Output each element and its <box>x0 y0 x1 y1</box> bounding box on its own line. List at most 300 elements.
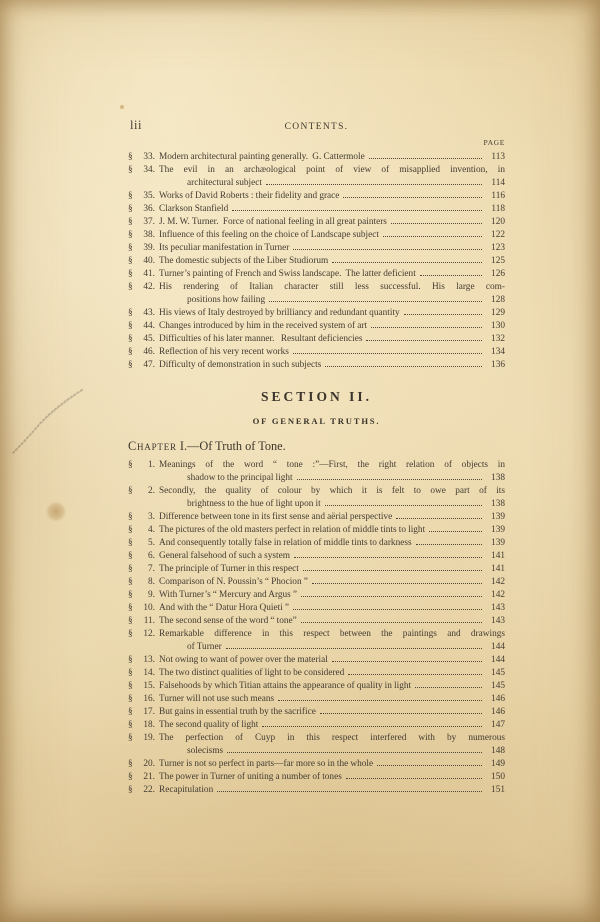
entry-text: But gains in essential truth by the sacrifice <box>159 707 316 717</box>
toc-entry-line <box>128 268 505 281</box>
section-mark: § <box>128 256 133 266</box>
section-num: 37. <box>143 217 155 227</box>
section-num: 43. <box>143 308 155 318</box>
toc-entry <box>128 242 505 255</box>
entry-text: And with the “ Datur Hora Quieti ” <box>159 603 290 613</box>
dot-leader <box>301 622 482 623</box>
section-number <box>128 268 155 281</box>
toc-entry <box>128 320 505 333</box>
toc-entry <box>128 346 505 359</box>
section-num: 40. <box>143 256 155 266</box>
dot-leader <box>369 158 482 159</box>
page-number: 126 <box>491 269 505 279</box>
section-mark: § <box>128 282 133 292</box>
section-num: 15. <box>143 681 155 691</box>
dot-leader <box>226 648 482 649</box>
dot-leader <box>227 752 482 753</box>
entry-text: solecisms <box>187 746 224 756</box>
section-number <box>128 524 155 537</box>
section-number <box>128 602 155 615</box>
entry-text: Modern architectural painting generally. G. Cattermole <box>159 152 365 162</box>
section-number <box>128 680 155 693</box>
toc-entry-line <box>128 164 505 177</box>
entry-text: His views of Italy destroyed by brilliancy and redundant quantity <box>159 308 400 318</box>
section-mark: § <box>128 668 133 678</box>
section-mark: § <box>128 681 133 691</box>
running-head: CONTENTS. <box>284 122 349 132</box>
toc-entry-line <box>128 320 505 333</box>
section-heading <box>128 388 505 426</box>
toc-entry <box>128 719 505 732</box>
toc-entry-line <box>128 771 505 784</box>
toc-entry-line <box>128 229 505 242</box>
entry-text: The perfection of Cuyp in this respect interfered with by numerous <box>159 733 505 743</box>
entry-text: The evil in an archæological point of view of misapplied invention, in <box>159 165 505 175</box>
toc-entry-line <box>128 190 505 203</box>
dot-leader <box>293 249 482 250</box>
dot-leader <box>396 518 482 519</box>
toc-entry <box>128 459 505 485</box>
entry-text: The domestic subjects of the Liber Studiorum <box>159 256 329 266</box>
page-number: 151 <box>491 785 505 795</box>
section-mark: § <box>128 217 133 227</box>
section-num: 14. <box>143 668 155 678</box>
section-num: 1. <box>148 460 155 470</box>
toc-entry-line <box>128 203 505 216</box>
dot-leader <box>303 570 482 571</box>
toc-entry-line <box>128 732 505 745</box>
toc-entry-line <box>128 615 505 628</box>
section-num: 7. <box>148 564 155 574</box>
section-number <box>128 706 155 719</box>
toc-entry-line <box>128 654 505 667</box>
toc-entry-line <box>128 255 505 268</box>
section-number <box>128 667 155 680</box>
section-number <box>128 255 155 268</box>
toc-entry-line <box>128 359 505 372</box>
entry-text: Reflection of his very recent works <box>159 347 289 357</box>
entry-text: Turner is not so perfect in parts—far more so in the whole <box>159 759 374 769</box>
toc-entry-line <box>128 242 505 255</box>
section-num: 41. <box>143 269 155 279</box>
section-mark: § <box>128 308 133 318</box>
page-number: 128 <box>491 295 505 305</box>
entry-text: Falsehoods by which Titian attains the appearance of quality in light <box>159 681 412 691</box>
page-number: 129 <box>491 308 505 318</box>
dot-leader <box>301 596 482 597</box>
dot-leader <box>293 353 482 354</box>
dot-leader <box>416 544 482 545</box>
section-number <box>128 758 155 771</box>
page-header <box>128 118 505 133</box>
entry-text: The two distinct qualities of light to be considered <box>159 668 345 678</box>
section-num: 10. <box>143 603 155 613</box>
section-mark: § <box>128 321 133 331</box>
section-number <box>128 485 155 498</box>
dot-leader <box>269 301 482 302</box>
section-mark: § <box>128 165 133 175</box>
section-mark: § <box>128 243 133 253</box>
section-mark: § <box>128 616 133 626</box>
section-mark: § <box>128 191 133 201</box>
entry-text: Its peculiar manifestation in Turner <box>159 243 290 253</box>
toc-entry-line <box>128 745 505 758</box>
section-number <box>128 164 155 177</box>
section-mark: § <box>128 551 133 561</box>
entry-text: Meanings of the word “ tone :”—First, the right relation of objects in <box>159 460 505 470</box>
toc-entry <box>128 706 505 719</box>
dot-leader <box>332 262 482 263</box>
toc-entry <box>128 255 505 268</box>
toc-entry-line <box>128 537 505 550</box>
page-number: 134 <box>491 347 505 357</box>
entry-text: Difference between tone in its first sense and aërial perspective <box>159 512 393 522</box>
dot-leader <box>366 340 482 341</box>
section-num: 38. <box>143 230 155 240</box>
section-number <box>128 576 155 589</box>
page-number: 146 <box>491 707 505 717</box>
section-mark: § <box>128 204 133 214</box>
section-number <box>128 359 155 372</box>
section-num: 44. <box>143 321 155 331</box>
page-number: 142 <box>491 577 505 587</box>
toc-entry <box>128 784 505 797</box>
dot-leader <box>312 583 482 584</box>
dot-leader <box>377 765 482 766</box>
section-num: 18. <box>143 720 155 730</box>
paper-speck <box>120 105 124 109</box>
section-title: SECTION II. <box>260 389 373 404</box>
dot-leader <box>420 275 482 276</box>
toc-entry <box>128 654 505 667</box>
section-number <box>128 628 155 641</box>
page-number: 139 <box>491 525 505 535</box>
section-mark: § <box>128 525 133 535</box>
entry-text: The principle of Turner in this respect <box>159 564 299 574</box>
entry-text: Remarkable difference in this respect between the paintings and drawings <box>159 629 505 639</box>
entry-text: Clarkson Stanfield <box>159 204 229 214</box>
section-num: 2. <box>148 486 155 496</box>
section-number <box>128 229 155 242</box>
section-num: 11. <box>143 616 155 626</box>
toc-entry <box>128 190 505 203</box>
page-number: 138 <box>491 473 505 483</box>
section-num: 33. <box>143 152 155 162</box>
section-mark: § <box>128 460 133 470</box>
page-number: 120 <box>491 217 505 227</box>
dot-leader <box>391 223 482 224</box>
toc-entry <box>128 511 505 524</box>
toc-entry-line <box>128 719 505 732</box>
section-num: 9. <box>148 590 155 600</box>
page-number: 139 <box>491 538 505 548</box>
section-subtitle: OF GENERAL TRUTHS. <box>252 416 381 426</box>
toc-entry <box>128 758 505 771</box>
toc-entry-line <box>128 628 505 641</box>
entry-text: General falsehood of such a system <box>159 551 290 561</box>
dot-leader <box>262 726 482 727</box>
page-number: 114 <box>491 178 505 188</box>
section-num: 8. <box>148 577 155 587</box>
section-number <box>128 307 155 320</box>
dot-leader <box>343 197 482 198</box>
page-number: 147 <box>491 720 505 730</box>
toc-entry <box>128 615 505 628</box>
page-number: 136 <box>491 360 505 370</box>
page-number: 139 <box>491 512 505 522</box>
entry-text: brightness to the hue of light upon it <box>187 499 321 509</box>
toc-entry-line <box>128 758 505 771</box>
entry-text: And consequently totally false in relation of middle tints to darkness <box>159 538 412 548</box>
toc-entry <box>128 164 505 190</box>
toc-entry <box>128 693 505 706</box>
toc-entry-line <box>128 281 505 294</box>
section-num: 19. <box>143 733 155 743</box>
section-mark: § <box>128 230 133 240</box>
toc-entry-line <box>128 333 505 346</box>
dot-leader <box>346 778 482 779</box>
entry-text: With Turner’s “ Mercury and Argus ” <box>159 590 298 600</box>
section-mark: § <box>128 759 133 769</box>
section-mark: § <box>128 694 133 704</box>
section-mark: § <box>128 772 133 782</box>
toc-entry <box>128 359 505 372</box>
toc-entry-line <box>128 307 505 320</box>
entry-text: The second sense of the word “ tone” <box>159 616 297 626</box>
toc-entry <box>128 203 505 216</box>
section-mark: § <box>128 577 133 587</box>
toc-entry <box>128 151 505 164</box>
chapter-label: Chapter <box>128 439 177 453</box>
page-number: 149 <box>491 759 505 769</box>
entry-text: Recapitulation <box>159 785 214 795</box>
entry-text: Changes introduced by him in the received system of art <box>159 321 368 331</box>
dot-leader <box>415 687 482 688</box>
toc-entry <box>128 771 505 784</box>
entry-text: Secondly, the quality of colour by which it is felt to owe part of its <box>159 486 505 496</box>
section-number <box>128 693 155 706</box>
page-number: 132 <box>491 334 505 344</box>
dot-leader <box>325 366 482 367</box>
contents-page <box>128 118 505 797</box>
pencil-mark <box>4 384 94 464</box>
section-number <box>128 784 155 797</box>
section-num: 46. <box>143 347 155 357</box>
section-number <box>128 771 155 784</box>
section-num: 4. <box>148 525 155 535</box>
toc-entry <box>128 307 505 320</box>
toc-lower <box>128 459 505 797</box>
toc-entry-line <box>128 151 505 164</box>
section-num: 16. <box>143 694 155 704</box>
section-mark: § <box>128 334 133 344</box>
section-mark: § <box>128 152 133 162</box>
entry-text: The pictures of the old masters perfect in relation of middle tints to light <box>159 525 426 535</box>
dot-leader <box>297 479 482 480</box>
entry-text: Turner will not use such means <box>159 694 275 704</box>
toc-entry <box>128 589 505 602</box>
section-num: 34. <box>143 165 155 175</box>
entry-text: Comparison of N. Poussin’s “ Phocion ” <box>159 577 308 587</box>
section-number <box>128 320 155 333</box>
toc-entry-line <box>128 589 505 602</box>
entry-text: His rendering of Italian character still less successful. His large com- <box>159 282 505 292</box>
dot-leader <box>325 505 482 506</box>
toc-entry <box>128 732 505 758</box>
entry-text: Difficulties of his later manner. Resultant deficiencies <box>159 334 363 344</box>
page-number: 118 <box>491 204 505 214</box>
toc-entry <box>128 524 505 537</box>
dot-leader <box>320 713 482 714</box>
dot-leader <box>278 700 482 701</box>
toc-entry-line <box>128 524 505 537</box>
page-number: 113 <box>491 152 505 162</box>
chapter-heading <box>128 439 505 454</box>
toc-entry-line <box>128 667 505 680</box>
section-num: 13. <box>143 655 155 665</box>
toc-entry <box>128 667 505 680</box>
dot-leader <box>429 531 482 532</box>
page-number: 138 <box>491 499 505 509</box>
toc-entry-line <box>128 485 505 498</box>
section-num: 36. <box>143 204 155 214</box>
toc-entry <box>128 268 505 281</box>
toc-entry <box>128 485 505 511</box>
section-mark: § <box>128 538 133 548</box>
toc-entry-line <box>128 498 505 511</box>
page-number: 123 <box>491 243 505 253</box>
page-number: 141 <box>491 551 505 561</box>
toc-entry <box>128 229 505 242</box>
chapter-title: I.—Of Truth of Tone. <box>176 439 286 453</box>
entry-text: Difficulty of demonstration in such subjects <box>159 360 322 370</box>
section-number <box>128 203 155 216</box>
section-mark: § <box>128 720 133 730</box>
dot-leader <box>294 557 482 558</box>
section-mark: § <box>128 629 133 639</box>
toc-entry <box>128 281 505 307</box>
section-number <box>128 346 155 359</box>
toc-upper <box>128 151 505 372</box>
section-number <box>128 333 155 346</box>
section-number <box>128 537 155 550</box>
entry-text: The power in Turner of uniting a number of tones <box>159 772 342 782</box>
section-number <box>128 615 155 628</box>
section-number <box>128 589 155 602</box>
dot-leader <box>371 327 482 328</box>
toc-entry <box>128 537 505 550</box>
entry-text: architectural subject <box>187 178 262 188</box>
section-number <box>128 511 155 524</box>
toc-entry-line <box>128 680 505 693</box>
section-number <box>128 151 155 164</box>
section-mark: § <box>128 360 133 370</box>
section-number <box>128 550 155 563</box>
toc-entry <box>128 576 505 589</box>
section-mark: § <box>128 564 133 574</box>
section-number <box>128 216 155 229</box>
toc-entry-line <box>128 563 505 576</box>
section-number <box>128 281 155 294</box>
page-number: 141 <box>491 564 505 574</box>
toc-entry <box>128 563 505 576</box>
page-number: 116 <box>491 191 505 201</box>
toc-entry <box>128 680 505 693</box>
toc-entry <box>128 216 505 229</box>
entry-text: shadow to the principal light <box>187 473 293 483</box>
toc-entry-line <box>128 784 505 797</box>
toc-entry-line <box>128 294 505 307</box>
dot-leader <box>348 674 482 675</box>
entry-text: J. M. W. Turner. Force of national feeling in all great painters <box>159 217 387 227</box>
section-mark: § <box>128 486 133 496</box>
page-number: 125 <box>491 256 505 266</box>
dot-leader <box>232 210 482 211</box>
page-number: 130 <box>491 321 505 331</box>
toc-entry-line <box>128 550 505 563</box>
toc-entry <box>128 602 505 615</box>
entry-text: Works of David Roberts : their fidelity and grace <box>159 191 340 201</box>
section-num: 12. <box>143 629 155 639</box>
toc-entry-line <box>128 459 505 472</box>
section-mark: § <box>128 655 133 665</box>
section-number <box>128 190 155 203</box>
section-num: 22. <box>143 785 155 795</box>
page-number: 145 <box>491 668 505 678</box>
section-num: 20. <box>143 759 155 769</box>
dot-leader <box>332 661 482 662</box>
folio-number: lii <box>130 118 142 132</box>
toc-entry <box>128 628 505 654</box>
section-mark: § <box>128 707 133 717</box>
section-mark: § <box>128 347 133 357</box>
page-number: 143 <box>491 603 505 613</box>
toc-entry-line <box>128 641 505 654</box>
page-number: 145 <box>491 681 505 691</box>
section-num: 47. <box>143 360 155 370</box>
section-mark: § <box>128 269 133 279</box>
section-number <box>128 732 155 745</box>
stain-spot <box>46 502 66 521</box>
section-number <box>128 459 155 472</box>
page-number: 122 <box>491 230 505 240</box>
page-number: 148 <box>491 746 505 756</box>
toc-entry-line <box>128 472 505 485</box>
section-num: 5. <box>148 538 155 548</box>
section-num: 17. <box>143 707 155 717</box>
section-num: 21. <box>143 772 155 782</box>
entry-text: of Turner <box>187 642 222 652</box>
page-number: 144 <box>491 655 505 665</box>
section-mark: § <box>128 785 133 795</box>
section-num: 42. <box>143 282 155 292</box>
section-mark: § <box>128 733 133 743</box>
page-number: 150 <box>491 772 505 782</box>
entry-text: Turner’s painting of French and Swiss landscape. The latter deficient <box>159 269 416 279</box>
entry-text: positions how failing <box>187 295 266 305</box>
section-mark: § <box>128 512 133 522</box>
toc-entry-line <box>128 346 505 359</box>
dot-leader <box>383 236 482 237</box>
toc-entry-line <box>128 177 505 190</box>
section-number <box>128 719 155 732</box>
page-column-label: PAGE <box>483 138 505 147</box>
section-num: 35. <box>143 191 155 201</box>
dot-leader <box>293 609 482 610</box>
section-num: 3. <box>148 512 155 522</box>
section-number <box>128 242 155 255</box>
page-number: 146 <box>491 694 505 704</box>
